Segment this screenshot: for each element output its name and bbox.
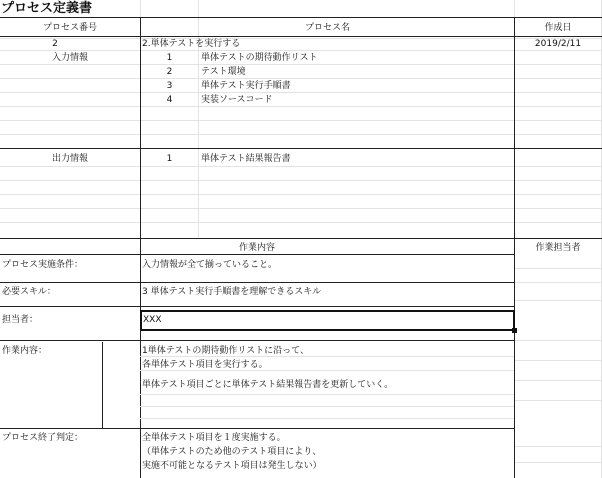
- end-criteria-line[interactable]: 実施不可能となるテスト項目は発生しない）: [142, 461, 322, 471]
- fill-handle[interactable]: [512, 328, 517, 333]
- end-criteria-line[interactable]: 全単体テスト項目を１度実施する。: [142, 433, 286, 443]
- sheet-title: プロセス定義書: [1, 1, 93, 16]
- person-value[interactable]: XXX: [143, 315, 162, 325]
- work-label: 作業内容：: [2, 346, 48, 356]
- person-label: 担当者：: [2, 315, 39, 325]
- end-criteria-line[interactable]: （単体テストのため他のテスト項目により、: [142, 447, 322, 457]
- conditions-value[interactable]: 入力情報が全て揃っていること。: [142, 260, 278, 270]
- assignee-header: 作業担当者: [535, 243, 581, 253]
- process-name-value[interactable]: 2.単体テストを実行する: [142, 39, 241, 49]
- work-line[interactable]: 1単体テストの期待動作リストに沿って、: [142, 346, 310, 356]
- input-item-no[interactable]: 3: [166, 81, 173, 91]
- end-criteria-label: プロセス終了判定：: [2, 433, 84, 443]
- created-date-value[interactable]: 2019/2/11: [534, 39, 582, 49]
- skills-label: 必要スキル：: [2, 287, 56, 297]
- work-content-header: 作業内容: [238, 243, 275, 253]
- input-item-name[interactable]: 単体テスト実行手順書: [201, 81, 291, 91]
- input-item-name[interactable]: テスト環境: [201, 67, 246, 77]
- header-created-date: 作成日: [544, 23, 572, 33]
- output-info-label: 出力情報: [51, 154, 88, 164]
- work-line[interactable]: 単体テスト項目ごとに単体テスト結果報告書を更新していく。: [142, 380, 394, 390]
- header-process-name: プロセス名: [304, 23, 350, 33]
- work-line[interactable]: 各単体テスト項目を実行する。: [142, 360, 268, 370]
- header-process-no: プロセス番号: [42, 23, 97, 33]
- process-no-value[interactable]: 2: [52, 39, 58, 49]
- input-item-no[interactable]: 4: [166, 95, 173, 105]
- selected-cell[interactable]: [140, 310, 515, 331]
- input-item-no[interactable]: 1: [166, 53, 173, 63]
- input-info-label: 入力情報: [51, 53, 88, 63]
- input-item-name[interactable]: 単体テストの期待動作リスト: [201, 53, 318, 63]
- output-item-name[interactable]: 単体テスト結果報告書: [201, 154, 291, 164]
- conditions-label: プロセス実施条件：: [2, 260, 84, 270]
- input-item-name[interactable]: 実装ソースコード: [201, 95, 273, 105]
- input-item-no[interactable]: 2: [166, 67, 173, 77]
- skills-value[interactable]: 3 単体テスト実行手順書を理解できるスキル: [142, 287, 322, 297]
- output-item-no[interactable]: 1: [166, 154, 173, 164]
